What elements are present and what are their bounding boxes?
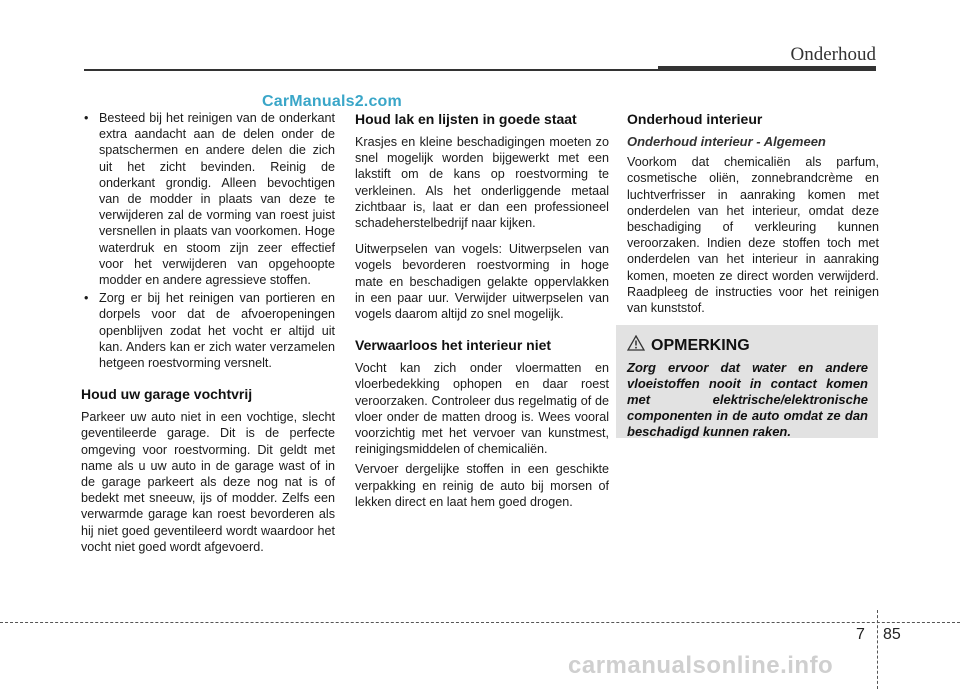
column-middle xyxy=(355,110,609,520)
section-heading-interior-neglect: Verwaarloos het interieur niet xyxy=(355,337,552,354)
subsection-heading-interior-general: Onderhoud interieur - Algemeen xyxy=(627,134,826,149)
page-chapter-number: 7 xyxy=(856,626,865,643)
column-right xyxy=(627,110,879,326)
note-title: OPMERKING xyxy=(651,336,750,354)
note-box xyxy=(616,325,878,438)
section-heading-interior: Onderhoud interieur xyxy=(627,111,763,127)
watermark-carmanualsonline: carmanualsonline.info xyxy=(568,652,834,679)
bullet-text: Besteed bij het reinigen van de onderkant extra aandacht aan de delen onder de spatschermen en andere delen die zich uit het zicht bevinden. Reinig de onderkant grondig. Alleen bevochtigen van de modder in plaats van deze te verwijderen zal de vorming van roest juist versnellen in plaats van voorkomen. Hoge waterdruk en stoom zijn zeer effectief voor het verwijderen van opgehoopte modder en andere agressieve stoffen. xyxy=(99,111,335,288)
bullet-item xyxy=(81,110,335,288)
bullet-dot: • xyxy=(84,111,89,125)
paragraph-interior: Voorkom dat chemicaliën als parfum, cosmetische oliën, zonnebrandcrème en luchtverfrisser in aanraking komen met onderdelen van het interieur, omdat deze beschadiging of verkleuring kunnen veroorzaken. Indien deze stoffen toch met onderdelen van het interieur in aanraking komen, moeten ze direct worden verwijderd. Raadpleeg de instructies voor het reinigen van kunststof. xyxy=(627,155,879,316)
bullet-dot: • xyxy=(84,291,89,306)
warning-triangle-icon xyxy=(627,335,645,356)
section-heading-garage: Houd uw garage vochtvrij xyxy=(81,386,253,403)
footer-divider xyxy=(877,610,878,689)
note-header xyxy=(627,335,868,356)
paragraph-moisture: Vocht kan zich onder vloermatten en vloerbedekking ophopen en daar roest veroorzaken. Controleer dus regelmatig of de vloer onder de matten droog is. Wees vooral voorzichtig met het vervoer van kunstmest, reinigingsmiddelen of chemicaliën. xyxy=(355,361,609,457)
bullet-text: Zorg er bij het reinigen van portieren en dorpels voor dat de afvoeropeningen openblijven zodat het vocht er altijd uit kan. Anders kan er zich water verzamelen hetgeen roestvorming versnelt. xyxy=(99,291,335,371)
paragraph-bird-droppings: Uitwerpselen van vogels: Uitwerpselen van vogels bevorderen roestvorming in hoge mate en beschadigen gelakte oppervlakken in een paar uur. Verwijder uitwerpselen van vogels daarom altijd zo snel mogelijk. xyxy=(355,242,609,322)
note-text: Zorg ervoor dat water en andere vloeistoffen nooit in contact komen met elektrische/elektronische componenten in de auto omdat ze dan beschadigd kunnen raken. xyxy=(627,360,868,439)
chapter-title: Onderhoud xyxy=(790,44,876,65)
section-heading-paint: Houd lak en lijsten in goede staat xyxy=(355,111,577,127)
page-number: 85 xyxy=(883,626,901,643)
header-rule-accent xyxy=(658,66,876,71)
footer-rule xyxy=(0,622,960,623)
paragraph-garage: Parkeer uw auto niet in een vochtige, slecht geventileerde garage. Dit is de perfecte omgeving voor roestvorming. Dit geldt met name als u uw auto in de garage wast of in de garage parkeert als deze nog nat is of bedekt met sneeuw, ijs of modder. Zelfs een verwarmde garage kan roest bevorderen als hij niet goed geventileerd wordt waardoor het vocht niet goed wordt afgevoerd. xyxy=(81,410,335,554)
header-rule xyxy=(84,69,658,71)
watermark-carmanuals: CarManuals2.com xyxy=(262,93,402,110)
paragraph-paint: Krasjes en kleine beschadigingen moeten zo snel mogelijk worden bijgewerkt met een lakstift om de kans op roestvorming te verkleinen. Als het onderliggende metaal zichtbaar is, laat er dan een professioneel schadeherstelbedrijf naar kijken. xyxy=(355,135,609,231)
paragraph-transport: Vervoer dergelijke stoffen in een geschikte verpakking en reinig de auto bij morsen of lekken direct en laat hem goed drogen. xyxy=(355,462,609,509)
column-left xyxy=(81,110,335,565)
bullet-item xyxy=(81,290,335,371)
